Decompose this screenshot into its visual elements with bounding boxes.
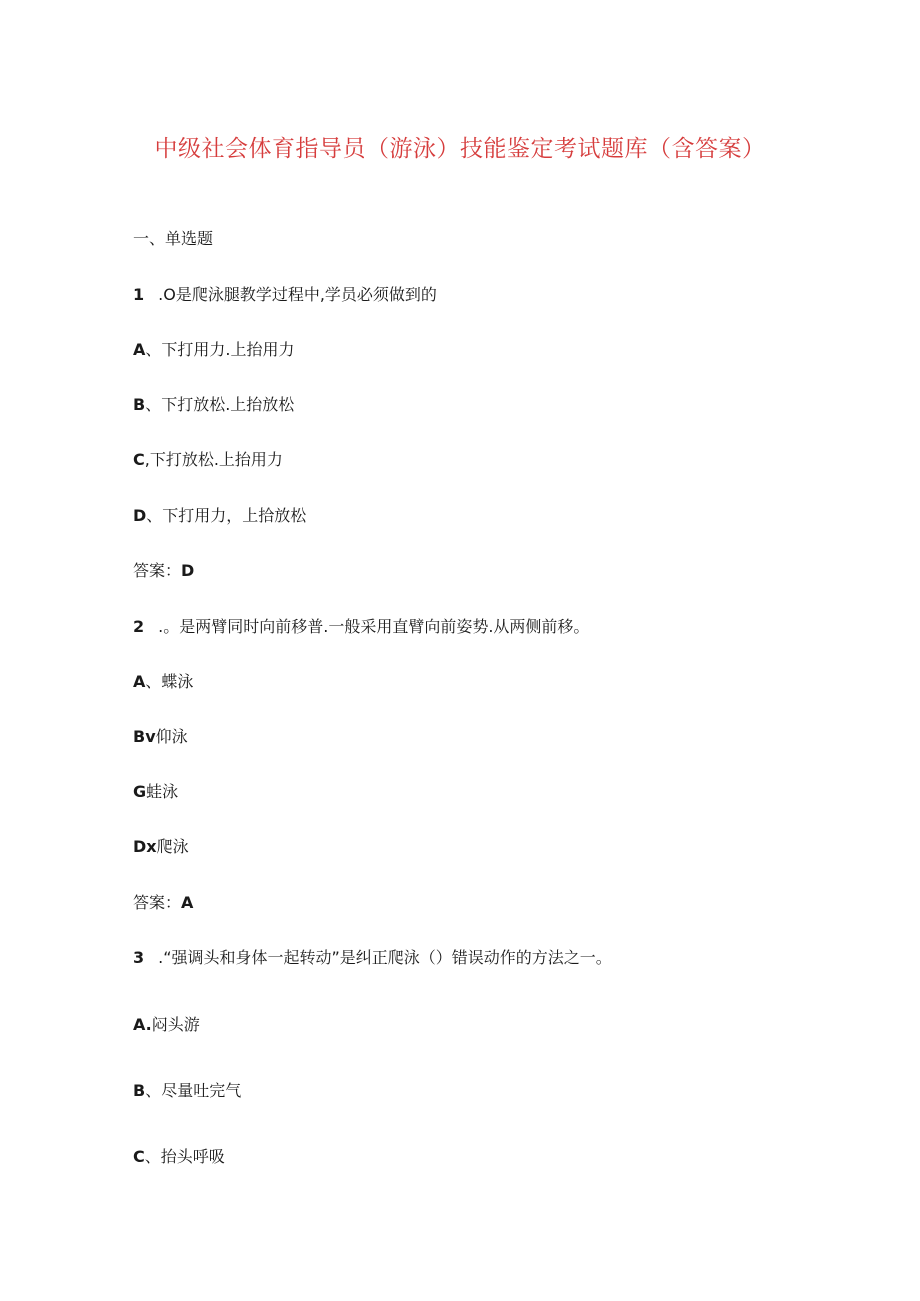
option-key: A [133,340,146,359]
question-stem: .O是爬泳腿教学过程中,学员必须做到的 [158,285,437,304]
question-1-option-a [133,339,295,361]
option-text: 闷头游 [151,1015,200,1034]
option-text: 抬头呼吸 [160,1147,225,1166]
option-separator: , [144,450,150,469]
question-2-option-b [133,726,188,748]
option-key: A [133,672,146,691]
option-key: C [133,450,145,469]
option-separator: 、 [145,340,162,359]
question-1-option-b [133,394,294,416]
option-text: 蝶泳 [161,672,194,691]
section-heading: 一、单选题 [133,229,214,248]
option-text: 下打用力，上拾放松 [162,506,307,525]
question-number: 1 [133,285,145,304]
option-separator: 、 [146,506,163,525]
question-2-stem-line [133,616,589,638]
option-key: G [133,782,147,801]
question-1-option-c [133,449,283,471]
answer-value: A [181,893,194,912]
option-text: 下打放松.上抬放松 [161,395,295,414]
question-3-stem-line [133,947,612,969]
option-key: B [133,395,146,414]
answer-label: 答案： [133,893,182,912]
question-stem: .。是两臂同时向前移普.一般采用直臂向前姿势.从两侧前移。 [158,617,590,636]
question-2-option-d [133,836,189,858]
option-separator: 、 [145,395,162,414]
option-key: A. [133,1015,152,1034]
question-1-answer [133,560,194,582]
document-title: 中级社会体育指导员（游泳）技能鉴定考试题库（含答案） [154,136,766,162]
option-key: B [133,1081,146,1100]
question-1-stem-line [133,284,437,306]
question-3-option-b [133,1080,241,1102]
option-separator: 、 [144,1147,161,1166]
option-text: 尽量吐完气 [161,1081,242,1100]
question-1-option-d [133,505,306,527]
option-separator: 、 [145,1081,162,1100]
option-text: 下打用力.上抬用力 [161,340,295,359]
question-number: 3 [133,948,145,967]
option-key: Dx [133,837,157,856]
question-2-answer [133,892,193,914]
option-text: 下打放松.上抬用力 [149,450,283,469]
question-2-option-a [133,671,193,693]
option-key: D [133,506,147,525]
option-text: 爬泳 [156,837,189,856]
answer-value: D [181,561,195,580]
option-text: 仰泳 [155,727,188,746]
answer-label: 答案： [133,561,182,580]
question-number: 2 [133,617,145,636]
option-text: 蛙泳 [146,782,179,801]
option-key: Bv [133,727,156,746]
question-3-option-c [133,1146,225,1168]
question-3-option-a [133,1014,200,1036]
question-stem: .“强调头和身体一起转动”是纠正爬泳（）错误动作的方法之一。 [158,948,612,967]
option-separator: 、 [145,672,162,691]
option-key: C [133,1147,145,1166]
question-2-option-c [133,781,178,803]
